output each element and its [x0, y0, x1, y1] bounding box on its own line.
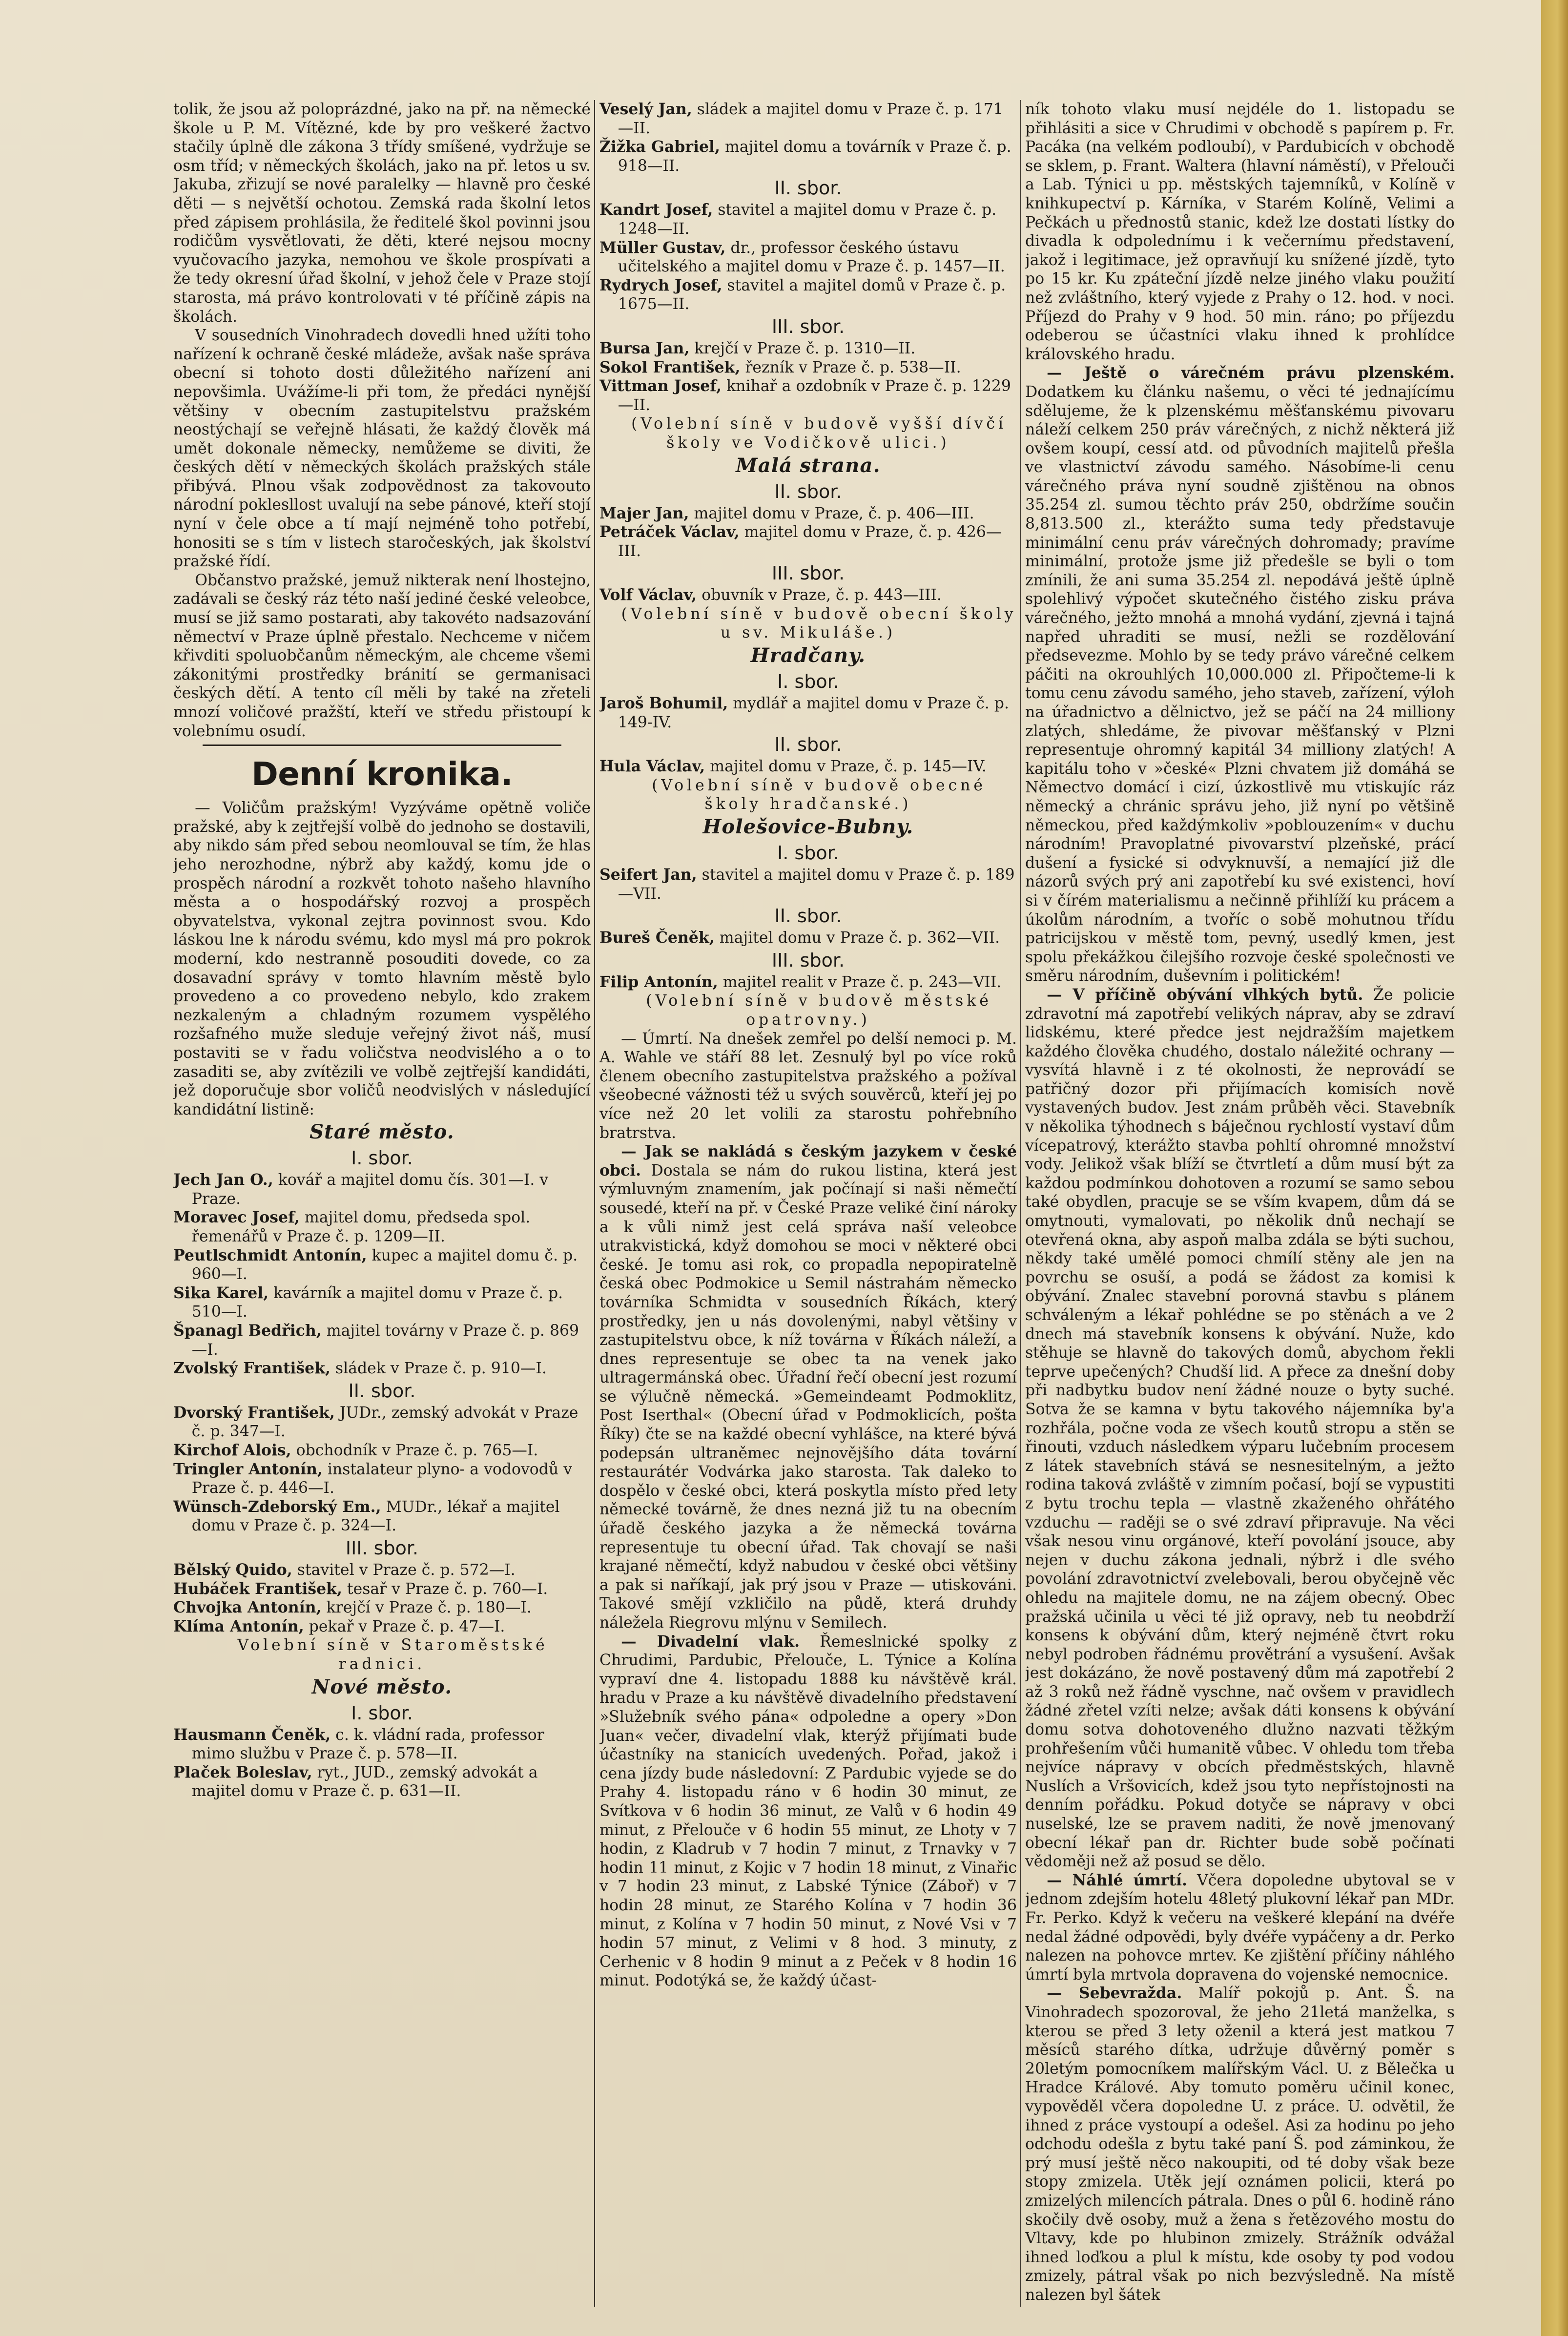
sbor-heading: I. sbor. — [351, 1702, 413, 1724]
candidate-entry: Bureš Čeněk, majitel domu v Praze č. p. 362—VII. — [599, 929, 1000, 947]
article-paragraph: ník tohoto vlaku musí nejdéle do 1. listopadu se přihlásiti a sice v Chrudimi v obchodě s papírem p. Fr. Pacáka (na velkém podloubí), v Pardubicích v obchodě se sklem, p. Frant. Waltera (hlavní náměstí), v Přelouči a Lab. Týnici u pp. městských tajemníků, v Kolíně v knihkupectví p. Kárníka, v Starém Kolíně, Velimi a Pečkách u přednostů stanic, kdež lze dostati lístky do divadla k odpolednímu i k večernímu představení, jakož i legitimace, jež opravňují ku snížené jízdě, tyto po 15 kr. Ku zpáteční jízdě nelze jiného vlaku použití než zvláštního, který vyjede z Prahy o 12. hod. v noci. Příjezd do Prahy v 9 hod. 50 min. ráno; po příjezdu odeberou se účastníci vlaku ihned k prohlídce královského hradu. — [1025, 101, 1455, 363]
news-item-text: Včera dopoledne ubytoval se v jednom zdejším hotelu 48letý plukovní lékař pan MDr. Fr. Perko. Když k večeru na veškeré klepání na dvéře nedal žádné odpovědi, byly dvéře vypáčeny a dr. Perko nalezen na pohovce mrtev. Ke zjištění příčiny náhlého úmrtí byla mrtvola dopravena do vojenské nemocnice. — [1025, 1871, 1455, 1984]
candidate-list — [599, 586, 1017, 605]
news-item-text: Malíř pokojů p. Ant. Š. na Vinohradech spozoroval, že jeho 21letá manželka, s kterou se před 3 lety oženil a která jest matkou 7 měsíců starého dítka, udržuje důvěrný poměr s 20letým pomocníkem malířským Václ. U. z Bělečka u Hradce Králové. Aby tomuto poměru učinil konec, vypověděl včera dopoledne U. z práce. U. odvětil, že ihned z práce vystoupí a odešel. Asi za hodinu po jeho odchodu odešla z bytu také paní Š. pod záminkou, že prý musí ještě něco nakoupiti, od té doby však beze stopy zmizela. Utěk její oznámen policii, která po zmizelých milencích pátrala. Dnes o půl 6. hodině ráno skočily dvě osoby, muž a žena s řetězového mostu do Vltavy, kde po hlubinon zmizely. Strážník odvážal ihned loďkou a plul k místu, kde osoby ty pod vodou zmizely, pátral však po nich bezvýsledně. Na místě nalezen byl šátek — [1025, 1985, 1455, 2304]
candidate-entry: Volf Václav, obuvník v Praze, č. p. 443—III. — [599, 586, 942, 604]
sbor-heading: III. sbor. — [771, 949, 845, 971]
candidate-entry: Dvorský František, JUDr., zemský advokát v Praze č. p. 347—I. — [173, 1403, 578, 1441]
sbor-heading: I. sbor. — [351, 1147, 413, 1169]
district-heading: Holešovice-Bubny. — [702, 815, 914, 839]
candidate-entry: Moravec Josef, majitel domu, předseda spol. řemenářů v Praze č. p. 1209—II. — [173, 1208, 531, 1246]
news-item-text: Dodatkem ku článku našemu, o věci té jednajícímu sdělujeme, že k plzenskému měšťanskému pivovaru náleží celkem 250 práv várečných, z nichž některá již ovšem koupí, cessí atd. od původních majitelů přešla ve vlastnictví závodu samého. Násobíme-li cenu várečného práva nyní soudně zjištěnou na obnos 35.254 zl. sumou těchto práv 250, obdržíme součin 8,813.500 zl., kterážto suma tedy představuje minimální cenu práv várečných dohromady; pravíme minimální, protože jsme již předešle se byli o tom zmínili, že ani suma 35.254 zl. nepodává ještě úplně spolehlivý výpočet skutečného čistého zisku práva várečného, ježto mnohá a mnohá vydání, zjevná i tajná napřed uhraditi se musí, nežli se rozdělování předsevezme. Mohlo by se tedy právo várečné celkem páčiti na okrouhlých 10,000.000 zl. Připočteme-li k tomu cenu závodu samého, jeho staveb, zařízení, výloh na úřadnictvo a dělnictvo, jež se páčí na 24 milliony zlatých, shledáme, že pivovar měšťanský v Plzni representuje ohromný kapitál 34 milliony zlatých! A kapitálu toho v »české« Plzni chvatem již domáhá se Němectvo domácí i cizí, úzkostlivě mu vtiskujíc ráz německý a chránic správu jeho, již nyní po většině německou, před každýmkoliv »poblouzením« v duchu národním! Pravoplatné pivovarství plzeňské, prácí dušení a fysické si odvyknuvší, a nemající již dle názorů svých prý ani zapotřebí ku své existenci, hoví si v čírém materialismu a nečinně přihlíží ku prácem a úkolům národním, a tvoříc o sobě mohutnou třídu patricijskou v městě tom, pevný, usedlý kmen, jest spolu překážkou čilejšího rozvoje české společnosti ve směru národním, duševním i politickém! — [1025, 383, 1455, 985]
news-item — [599, 1142, 1017, 1632]
candidate-list — [599, 866, 1017, 903]
candidate-list — [173, 1726, 591, 1801]
candidate-entry: Veselý Jan, sládek a majitel domu v Praze č. p. 171—II. — [599, 100, 1003, 137]
news-item-title: — Voličům pražským! — [195, 799, 378, 817]
candidate-entry: Sika Karel, kavárník a majitel domu v Praze č. p. 510—I. — [173, 1283, 563, 1321]
news-item-text: Že policie zdravotní má zapotřebí velikých náprav, aby se zdraví lidskému, které předce jest nejdražším majetkem každého člověka chudého, dostalo náležité ochrany — vysvítá hlavně i z té okolnosti, že neprovádí se patřičný dozor při přijímacích komisích nově vystavených budov. Jest znám průběh věci. Stavebník v několika týhodnech s báječnou rychlostí vystaví dům vícepatrový, kterážto stavba pohltí ohromné množství vody. Jelikož však blíží se čtvrtletí a dům musí být za každou podmínkou dohotoven a rozumí se samo sebou také obydlen, pracuje se se vším kvapem, dům dá se omytnouti, vymalovati, po několik dnů nechají se otevřená okna, aby aspoň malba zdála se býti suchou, někdy také umělé pomoci chmílí stěny ale jen na povrchu se osuší, a podá se žádost za komisi k obývání. Znalec stavební porovná stavbu s plánem schváleným a lékař pohlédne se po stěnách a ve 2 dnech má stavebník konsens k obývání. Nuže, kdo stěhuje se hlavně do takových domů, abychom řekli teprve upečených? Chudší lid. A přece za dnešní doby při nadbytku budov není žádné nouze o byty suché. Sotva že se kamna v bytu takového nájemníka by'a rozhřála, počne voda ze všech koutů stropu a stěn se řinouti, vzduch následkem výparu lučebním procesem z látek stavebních stává se nesnesitelným, a ježto rodina taková zvláště v zimním počasí, bojí se vypustiti z bytu trochu tepla — vlastně zkaženého ohřátého vzduchu — raději se o své zdraví připravuje. Na věci však nesou vinu orgánové, kteří povolání jsouce, aby nejen v duchu zákona jednali, nýbrž i dle svého povolání zdravotnictví zvelebovali, berou obyčejně věc ohledu na majitele domu, ne na zájem obecný. Obec pražská učinila u věci té již opravy, neb tu neobdrží konsens k obývání dům, který nejméně čtvrt roku nebyl podroben řádnému provětrání a vysušení. Avšak jest dokázáno, že nově postavený dům má zapotřebí 2 až 3 roků než řádně vyschne, nač ovšem v pravidlech žádné zřetel vzíti nelze; avšak dáti konsens k obývání domu sotva dohotoveného dlužno nazvati těžkým prohřešením vůči humanitě vůbec. V ohledu tom třeba nejvíce nápravy v obcích předměstských, hlavně Nuslích a Vršovicích, kdež jsou tyto nepřístojnosti na denním pořádku. Pokud dotyče se nápravy v obci nuselské, lze se pravem naditi, že nově jmenovaný obecní lékař pan dr. Richter bude sobě počínati vědoměji než až posud se dělo. — [1025, 986, 1455, 1871]
polling-place: (Volební síně v budově vyšší dívčí školy ve Vodičkově ulici.) — [631, 415, 1007, 452]
candidate-entry: Chvojka Antonín, krejčí v Praze č. p. 180—I. — [173, 1598, 532, 1617]
news-item-text: Na dnešek zemřel po delší nemoci p. M. A. Wahle ve stáří 88 let. Zesnulý byl po více roků členem obecního zastupitelstva pražského a požíval všeobecné vážnosti též u svých souvěrců, kteří jej po více než 20 let volili za starostu pohřebního bratrstva. — [599, 1030, 1017, 1142]
column-rule — [594, 100, 595, 2307]
candidate-entry: Petráček Václav, majitel domu v Praze, č. p. 426—III. — [599, 523, 1002, 560]
candidate-entry: Jech Jan O., kovář a majitel domu čís. 301—I. v Praze. — [173, 1171, 549, 1208]
candidate-list — [173, 1171, 591, 1378]
candidate-entry: Plaček Boleslav, ryt., JUD., zemský advokát a majitel domu v Praze č. p. 631—II. — [173, 1763, 538, 1800]
column-rule — [1020, 100, 1021, 2307]
sbor-heading: III. sbor. — [771, 315, 845, 337]
news-item-text: Řemeslnické spolky z Chrudimi, Pardubic, Přelouče, L. Týnice a Kolína vypraví dne 4. listopadu 1888 ku návštěvě král. hradu v Praze a ku návštěvě divadelního představení »Služebník svého pána« odpoledne a opery »Don Juan« večer, divadelní vlak, kterýž přijímati bude účastníky na stanicích uvedených. Pořad, jakož i cena jízdy bude následovní: Z Pardubic vyjede se do Prahy 4. listopadu ráno v 6 hodin 30 minut, ze Svítkova v 6 hodin 36 minut, ze Valů v 6 hodin 49 minut, z Přelouče v 6 hodin 55 minut, ze Lhoty v 7 hodin, z Kladrub v 7 hodin 7 minut, z Trnavky v 7 hodin 11 minut, z Kojic v 7 hodin 18 minut, z Vinařic v 7 hodin 23 minut, z Labské Týnice (Záboř) v 7 hodin 28 minut, ze Starého Kolína v 7 hodin 36 minut, z Kolína v 7 hodin 50 minut, z Nové Vsi v 7 hodin 57 minut, z Velimi v 8 hod. 3 minuty, z Cerhenic v 8 hodin 9 minut a z Peček v 8 hodin 16 minut. Podotýká se, že každý účast- — [599, 1633, 1017, 1990]
candidate-entry: Tringler Antonín, instalateur plyno- a vodovodů v Praze č. p. 446—I. — [173, 1460, 572, 1497]
news-item-title: — Náhlé úmrtí. — [1047, 1871, 1187, 1889]
article-paragraph: V sousedních Vinohradech dovedli hned užíti toho nařízení k ochraně české mládeže, avšak naše správa obecní si tohoto dosti důležitého nařízení ani nepovšimla. Uvážíme-li při tom, že předáci nynější většiny v obecním zastupitelstvu pražském neostýchají se veřejně hlásati, že každý člověk má umět dokonale německy, nemůžeme se diviti, že českých dětí v německých školách pražských stále přibývá. Plnou však zodpovědnost za takovouto národní poklesllost uvalují na sebe pánové, kteří stojí nyní v čele obce a tí mají nejméně toho potřebí, honositi se s tím v listech staročeských, jak školství pražské řídí. — [173, 327, 591, 571]
column-2 — [599, 100, 1017, 2307]
candidate-entry: Klíma Antonín, pekař v Praze č. p. 47—I. — [173, 1617, 505, 1635]
news-item-text: Dostala se nám do rukou listina, která jest výmluvným znamením, jak počínají si naši němečtí sousedé, kteří na př. v České Praze veliké činí nároky a k vůli nimž jest celá správa naší veleobce utrakvistická, když domohou se moci v některé obci české. Je tomu asi rok, co propadla nepopiratelně česká obec Podmokice u Semil nástrahám německo továrníka Schmidta v sousedních Říkách, který prostředky, jen u nás dovolenými, nabyl většiny v zastupitelstvu obce, k níž továrna v Říkách náleží, a dnes representuje se obec ta na venek jako ultragermánská obec. Úřadní řečí obecní jest rozumí se výlučně německá. »Gemeindeamt Podmoklitz, Post Iserthal« (Obecní úřad v Podmoklicích, pošta Říky) čte se na každé obecní vyhlášce, na které bývá podepsán ultraněmec nejnovějšího dáta tovární restaurátér Vodvárka jako starosta. Tak daleko to dospělo v české obci, která poskytla místo před lety německé továrně, že dnes nezná již tu na obecním úřadě českého jazyka a že německá továrna representuje tu obecní úřad. Tak chovají se naši krajané němečtí, když nabudou v české obci většiny a pak si naříkají, jak prý jsou v Praze — utiskováni. Takové smějí vzkličilo na půdě, která druhdy náležela Riegrovu mlýnu v Semilech. — [599, 1161, 1017, 1632]
news-item-title: — Úmrtí. — [621, 1030, 693, 1048]
candidate-entry: Rydrych Josef, stavitel a majitel domů v Praze č. p. 1675—II. — [599, 276, 1006, 313]
candidate-entry: Zvolský František, sládek v Praze č. p. 910—I. — [173, 1359, 547, 1378]
district-heading: Malá strana. — [736, 454, 881, 477]
polling-place: (Volební síně v budově obecní školy u sv. Mikuláše.) — [621, 605, 1017, 642]
section-title: Denní kronika. — [251, 755, 513, 793]
candidate-entry: Kirchof Alois, obchodník v Praze č. p. 765—I. — [173, 1441, 538, 1459]
sbor-heading: I. sbor. — [777, 671, 839, 693]
news-item-title: — Ještě o várečném právu plzenském. — [1047, 364, 1455, 382]
district-heading: Hradčany. — [750, 644, 866, 667]
news-item-text: Vyzýváme opětně voliče pražské, aby k zejtřejší volbě do jednoho se dostavili, aby nikdo sám před sebou neomlouval se tím, že hlas jeho nerozhodne, nýbrž aby každý, komu jde o prospěch národní a rozkvět tohoto našeho hlavního města a o hospodářský rozvoj a prospěch obyvatelstva, vykonal zejtra povinnost svou. Kdo láskou lne k národu svému, kdo mysl má pro pokrok moderní, kdo nestranně posouditi dovede, co za dosavadní správy v tomto hlavním městě bylo provedeno a co provedeno nebylo, kdo zrakem nezkaleným a chladným rozumem vyspělého rozšafného muže sleduje veřejný život náš, musí postaviti se v řadu voličstva neodvislého a o to zasaditi se, aby zvítězili ve volbě zejtřejší kandidáti, jež doporučuje sbor voličů neodvislých v následující kandidátní listině: — [173, 799, 591, 1118]
column-3 — [1025, 100, 1455, 2307]
news-item — [1025, 986, 1455, 1871]
district-heading: Nové město. — [311, 1675, 453, 1698]
candidate-list — [599, 339, 1017, 414]
news-item-title: — Sebevražda. — [1047, 1984, 1182, 2003]
sbor-heading: III. sbor. — [345, 1537, 419, 1559]
news-item — [1025, 364, 1455, 986]
candidate-entry: Kandrt Josef, stavitel a majitel domu v Praze č. p. 1248—II. — [599, 201, 997, 238]
sbor-heading: II. sbor. — [774, 905, 842, 927]
candidate-entry: Hula Václav, majitel domu v Praze, č. p. 145—IV. — [599, 757, 987, 776]
news-item — [173, 799, 591, 1119]
news-item-title: — Divadelní vlak. — [621, 1632, 800, 1651]
news-item — [1025, 1871, 1455, 1985]
news-item — [599, 1633, 1017, 1990]
polling-place: (Volební síně v budově městské opatrovny.) — [646, 992, 992, 1029]
candidate-entry: Sokol František, řezník v Praze č. p. 538—II. — [599, 358, 961, 376]
candidate-list — [599, 100, 1017, 175]
candidate-entry: Hausmann Čeněk, c. k. vládní rada, professor mimo službu v Praze č. p. 578—II. — [173, 1725, 544, 1763]
news-item-title: — Jak se nakládá s českým jazykem v české obci. — [599, 1142, 1017, 1179]
article-paragraph: Občanstvo pražské, jemuž nikterak není lhostejno, zadávali se český ráz této naší jediné české veleobce, musí se již samo postarati, aby takovéto nadsazování němectví v Praze úplně přestalo. Nechceme v ničem křivditi spoluobčanům německým, ale chceme všemi zákonitými prostředky bránití se germanisaci českých dětí. A tento cíl měli by také na zřeteli mnozí voličové pražští, kteří ve středu přistoupí k volebnímu osudí. — [173, 571, 591, 740]
news-item — [1025, 1984, 1455, 2304]
section-divider — [203, 744, 561, 746]
candidate-entry: Bursa Jan, krejčí v Praze č. p. 1310—II. — [599, 339, 916, 357]
sbor-heading: I. sbor. — [777, 842, 839, 864]
polling-place: Volební síně v Staroměstské radnici. — [237, 1636, 548, 1673]
sbor-heading: II. sbor. — [774, 734, 842, 756]
candidate-list — [599, 757, 1017, 776]
candidate-entry: Müller Gustav, dr., professor českého ústavu učitelského a majitel domu v Praze č. p. 1457—II. — [599, 238, 1005, 276]
candidate-entry: Peutlschmidt Antonín, kupec a majitel domu č. p. 960—I. — [173, 1246, 578, 1283]
district-heading: Staré město. — [309, 1120, 454, 1144]
candidate-entry: Seifert Jan, stavitel a majitel domu v Praze č. p. 189—VII. — [599, 866, 1015, 903]
sbor-heading: II. sbor. — [774, 480, 842, 502]
sbor-heading: II. sbor. — [774, 177, 842, 199]
candidate-entry: Filip Antonín, majitel realit v Praze č. p. 243—VII. — [599, 972, 1002, 991]
article-paragraph: tolik, že jsou až poloprázdné, jako na př. na německé škole u P. M. Vítězné, kde by pro veškeré žactvo stačily úplně dle zákona 3 třídy smíšené, vydržuje se osm tříd; v německých školách, jako na př. letos u sv. Jakuba, zřizují se nové paralelky — hlavně pro české děti — s největší ochotou. Zemská rada školní letos před zápisem prohlásila, že ředitelé škol povinni jsou rodičům vysvětlovati, že děti, které nejsou mocny vyučovacího jazyka, nemohou ve škole prospívati a že tedy okresní úřad školní, v jehož čele v Praze stojí starosta, má právo kontrolovati v té příčině zápis na školách. — [173, 101, 591, 326]
news-item-title: — V příčině obývání vlhkých bytů. — [1047, 985, 1363, 1004]
candidate-list — [599, 201, 1017, 314]
candidate-entry: Španagl Bedřich, majitel továrny v Praze č. p. 869—I. — [173, 1322, 579, 1359]
page-edge — [1541, 0, 1568, 2336]
candidate-list — [599, 929, 1017, 948]
candidate-list — [173, 1561, 591, 1636]
candidate-list — [173, 1404, 591, 1535]
candidate-entry: Bělský Quido, stavitel v Praze č. p. 572—I. — [173, 1560, 516, 1579]
candidate-entry: Jaroš Bohumil, mydlář a majitel domu v Praze č. p. 149-IV. — [599, 694, 1009, 731]
candidate-entry: Majer Jan, majitel domu v Praze, č. p. 406—III. — [599, 504, 974, 522]
candidate-entry: Žižka Gabriel, majitel domu a továrník v Praze č. p. 918—II. — [599, 138, 1011, 175]
candidate-list — [599, 504, 1017, 561]
column-1 — [173, 100, 591, 2307]
news-item — [599, 1030, 1017, 1143]
candidate-entry: Wünsch-Zdeborský Em., MUDr., lékař a majitel domu v Praze č. p. 324—I. — [173, 1497, 560, 1535]
sbor-heading: III. sbor. — [771, 562, 845, 584]
candidate-list — [599, 973, 1017, 992]
candidate-entry: Vittman Josef, knihař a ozdobník v Praze č. p. 1229—II. — [599, 377, 1011, 414]
candidate-entry: Hubáček František, tesař v Praze č. p. 760—I. — [173, 1579, 548, 1598]
sbor-heading: II. sbor. — [348, 1380, 416, 1402]
polling-place: (Volební síně v budově obecné školy hradčanské.) — [652, 776, 986, 813]
candidate-list — [599, 694, 1017, 732]
